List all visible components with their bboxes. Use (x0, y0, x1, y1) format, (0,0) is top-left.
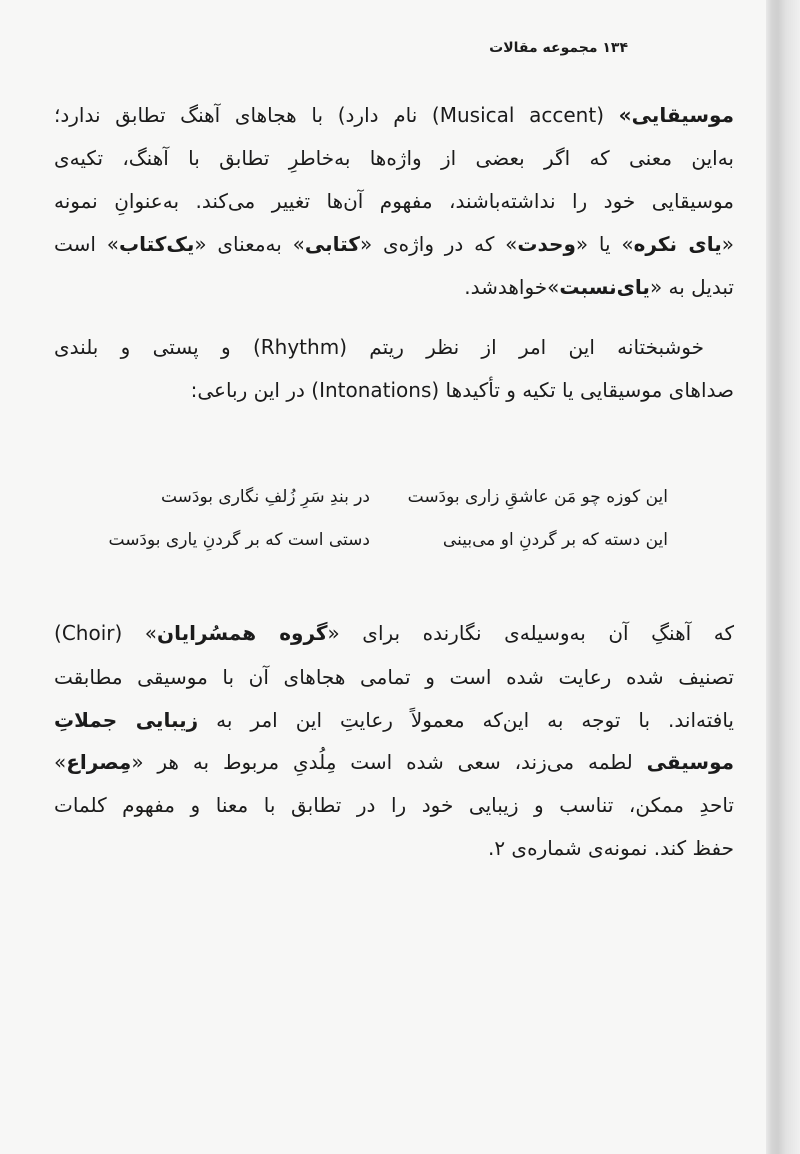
page-edge-shadow (766, 0, 800, 1154)
text-line (54, 790, 734, 820)
text-segment: خوشبختانه این امر از نظر ریتم (Rhythm) و پستی و بلندی (54, 335, 704, 359)
text-line (54, 272, 734, 302)
text-line (54, 143, 734, 173)
bold-term: کتابی (304, 232, 360, 256)
text-segment: » (Choir) (54, 621, 158, 645)
text-segment: لطمه می‌زند، سعی شده است مِلُدیِ مربوط به هر « (131, 750, 647, 774)
text-segment: یافته‌اند. با توجه به این‌که معمولاً رعایتِ این امر به (198, 708, 734, 732)
text-segment: » به‌معنای « (194, 232, 305, 256)
text-line (54, 618, 734, 648)
text-segment: » یا « (575, 232, 634, 256)
text-segment: (Musical accent) نام دارد) با هجاهای آهنگ تطابق ندارد؛ (54, 103, 619, 127)
text-segment: که آهنگِ آن به‌وسیله‌ی نگارنده برای « (327, 621, 734, 645)
text-segment: صداهای موسیقایی یا تکیه و تأکیدها (Intonations) در این رباعی: (190, 378, 734, 402)
text-line (54, 332, 704, 362)
verse-first-hemistich: این دسته که بر گردنِ او می‌بینی (442, 530, 668, 550)
text-line (54, 705, 734, 735)
text-line (54, 375, 734, 405)
text-segment: »خواهدشد. (464, 275, 560, 299)
text-segment: « (721, 232, 735, 256)
text-segment: تصنیف شده رعایت شده است و تمامی هجاهای آن با موسیقی مطابقت (54, 665, 734, 689)
bold-term: گروه همسُرایان (157, 621, 328, 645)
text-segment: » است (54, 232, 119, 256)
running-header: ۱۳۴ مجموعه مقالات (489, 40, 628, 56)
text-segment: » که در واژه‌ی « (359, 232, 518, 256)
verse-second-hemistich: دستی است که بر گردنِ یاری بودَست (108, 530, 370, 550)
text-line (54, 186, 734, 216)
bold-term: یای‌نسبت (559, 275, 650, 299)
bold-term: موسیقی (646, 750, 734, 774)
bold-term: زیبایی جملاتِ (54, 708, 199, 732)
text-segment: موسیقایی خود را نداشته‌باشند، مفهوم آن‌ها تغییر می‌کند. به‌عنوانِ نمونه (54, 189, 734, 213)
text-segment: » (54, 750, 67, 774)
text-segment: به‌این معنی که اگر بعضی از واژه‌ها به‌خاطرِ تطابق با آهنگ، تکیه‌ی (54, 146, 734, 170)
bold-term: مِصراع (66, 750, 132, 774)
text-line (54, 229, 734, 259)
text-line (54, 833, 734, 863)
text-line (54, 662, 734, 692)
bold-term: موسیقایی» (618, 103, 734, 127)
bold-term: یک‌کتاب (118, 232, 195, 256)
bold-term: وحدت (517, 232, 576, 256)
verse-first-hemistich: این کوزه چو مَن عاشقِ زاری بودَست (407, 487, 668, 507)
bold-term: یای نکره (633, 232, 722, 256)
text-segment: حفظ کند. نمونه‌ی شماره‌ی ۲. (487, 836, 734, 860)
text-line (54, 747, 734, 777)
verse-second-hemistich: در بندِ سَرِ زُلفِ نگاری بودَست (160, 487, 370, 507)
text-segment: تبدیل به « (649, 275, 734, 299)
text-segment: تاحدِ ممکن، تناسب و زیبایی خود را در تطابق با معنا و مفهوم کلمات (54, 793, 734, 817)
text-line (54, 100, 734, 130)
